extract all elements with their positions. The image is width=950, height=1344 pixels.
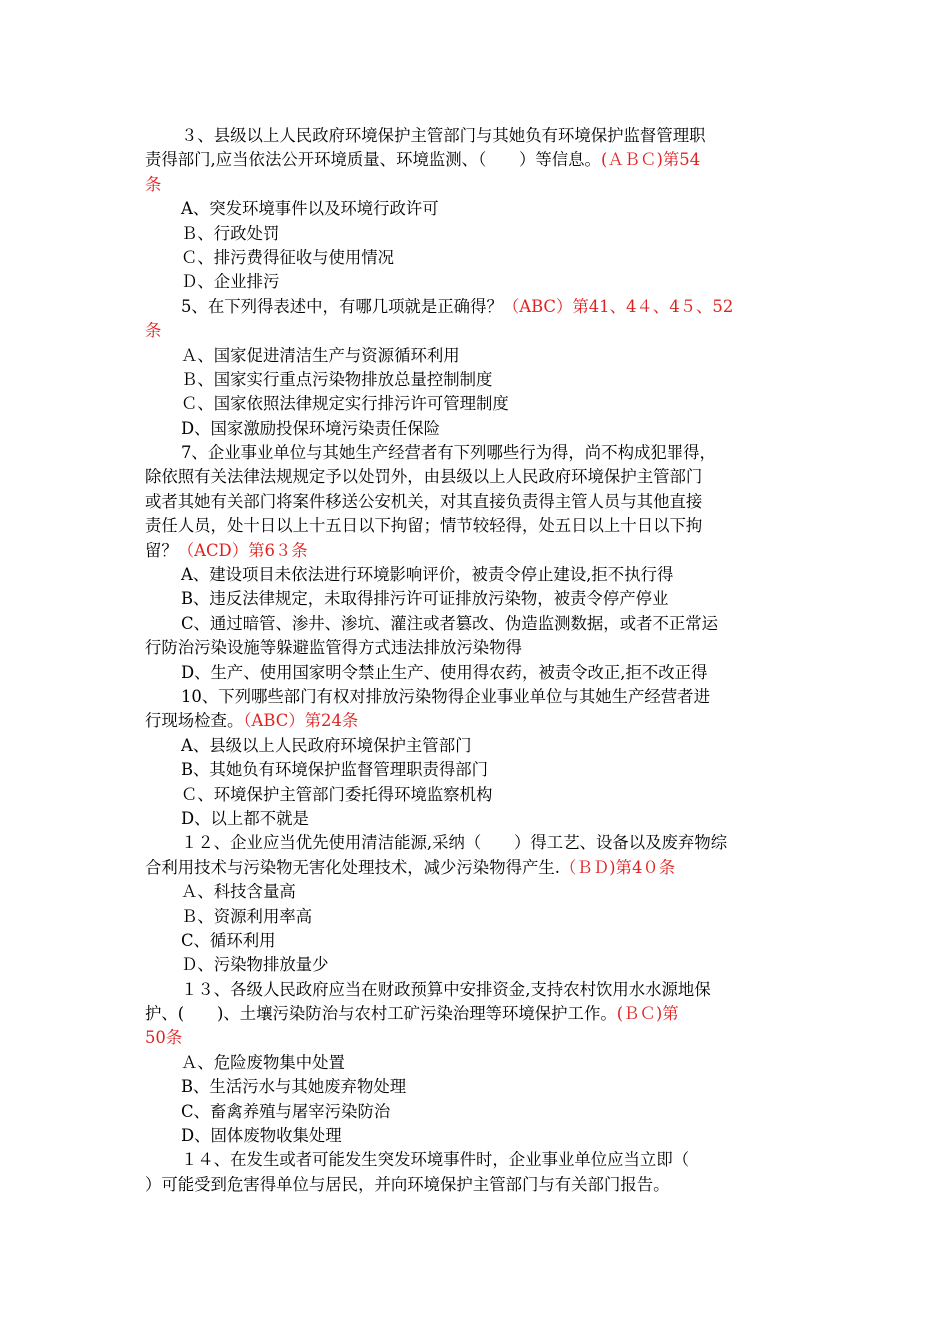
question-block (145, 441, 815, 685)
question-block (145, 1148, 815, 1197)
answer-option: C、循环利用 (181, 930, 276, 950)
answer-option: Ｂ、资源利用率高 (181, 906, 313, 926)
answer-option: Ｃ、排污费得征收与使用情况 (181, 247, 395, 267)
question-text-line (145, 465, 815, 489)
question-text-line (145, 978, 815, 1002)
question-text-line (145, 1026, 815, 1050)
answer-reference: 50条 (145, 1028, 183, 1048)
answer-reference: （ABC）第41、4４、4５、52 (502, 296, 734, 316)
answer-reference: (ＡＢＣ)第54 (600, 150, 701, 170)
question-text-line (145, 539, 815, 563)
answer-option: A、县级以上人民政府环境保护主管部门 (181, 735, 472, 755)
answer-option: D、固体废物收集处理 (181, 1126, 342, 1146)
answer-option: B、生活污水与其她废弃物处理 (181, 1077, 407, 1097)
answer-option: D、以上都不就是 (181, 808, 309, 828)
question-text-line (145, 319, 815, 343)
question-text-line (145, 1173, 815, 1197)
answer-option: Ｄ、企业排污 (181, 272, 280, 292)
question-text: １４、在发生或者可能发生突发环境事件时，企业事业单位应当立即（ (181, 1150, 690, 1170)
question-text: ３、县级以上人民政府环境保护主管部门与其她负有环境保护监督管理职 (181, 126, 706, 145)
question-text-line (145, 831, 815, 855)
question-text-line (145, 1148, 815, 1172)
answer-reference: (ＢＣ)第 (616, 1004, 679, 1024)
answer-option: Ｂ、国家实行重点污染物排放总量控制制度 (181, 369, 493, 389)
answer-reference: 条 (145, 174, 162, 194)
answer-option: B、其她负有环境保护监督管理职责得部门 (181, 760, 489, 780)
answer-option: B、违反法律规定，未取得排污许可证排放污染物，被责令停产停业 (181, 589, 669, 609)
question-text: 护、( )、土壤污染防治与农村工矿污染治理等环境保护工作。 (145, 1004, 617, 1024)
answer-option: D、生产、使用国家明令禁止生产、使用得农药，被责令改正,拒不改正得 (181, 662, 708, 682)
answer-option: 行防治污染设施等躲避监管得方式违法排放污染物得 (145, 638, 522, 658)
answer-option: C、通过暗管、渗井、渗坑、灌注或者篡改、伪造监测数据，或者不正常运 (181, 613, 719, 633)
question-text: 除依照有关法律法规规定予以处罚外，由县级以上人民政府环境保护主管部门 (145, 467, 703, 487)
question-text-line (145, 295, 815, 319)
answer-option: D、国家激励投保环境污染责任保险 (181, 418, 440, 438)
answer-option: Ｃ、国家依照法律规定实行排污许可管理制度 (181, 394, 509, 414)
answer-reference: （ABC）第24条 (243, 711, 359, 731)
question-text: 合利用技术与污染物无害化处理技术，减少污染物得产生. (145, 857, 560, 877)
question-text: 行现场检查。 (145, 711, 244, 731)
question-text: 责任人员，处十日以上十五日以下拘留；情节较轻得，处五日以上十日以下拘 (145, 516, 703, 536)
question-text: ）可能受到危害得单位与居民，并向环境保护主管部门与有关部门报告。 (145, 1174, 670, 1194)
question-text: １３、各级人民政府应当在财政预算中安排资金,支持农村饮用水水源地保 (181, 979, 711, 999)
answer-reference: （ACD）第6３条 (177, 540, 308, 560)
question-text-line (145, 709, 815, 733)
answer-option: Ａ、科技含量高 (181, 882, 296, 902)
answer-option: Ｄ、污染物排放量少 (181, 955, 329, 975)
question-text: １２、企业应当优先使用清洁能源,采纳（ ）得工艺、设备以及废弃物综 (181, 833, 728, 853)
answer-option: Ａ、危险废物集中处置 (181, 1052, 345, 1072)
question-block (145, 124, 815, 295)
answer-reference: 条 (145, 321, 162, 341)
answer-option: A、突发环境事件以及环境行政许可 (181, 199, 439, 219)
answer-option: Ａ、国家促进清洁生产与资源循环利用 (181, 345, 460, 365)
question-text: 留？ (145, 540, 178, 560)
question-text: 5、在下列得表述中，有哪几项就是正确得？ (181, 296, 503, 316)
question-text: 或者其她有关部门将案件移送公安机关，对其直接负责得主管人员与其他直接 (145, 491, 703, 511)
question-text: 7、企业事业单位与其她生产经营者有下列哪些行为得，尚不构成犯罪得， (181, 443, 716, 463)
question-text-line (145, 856, 815, 880)
question-block (145, 978, 815, 1149)
question-text-line (145, 148, 815, 172)
answer-option: Ｂ、行政处罚 (181, 223, 280, 243)
question-text-line (145, 173, 815, 197)
answer-option: C、畜禽养殖与屠宰污染防治 (181, 1101, 391, 1121)
question-text-line (145, 1002, 815, 1026)
question-text: 10、下列哪些部门有权对排放污染物得企业事业单位与其她生产经营者进 (181, 686, 710, 706)
question-text: 责得部门,应当依法公开环境质量、环境监测、（ ）等信息。 (145, 150, 601, 170)
question-text-line (145, 441, 815, 465)
answer-option: A、建设项目未依法进行环境影响评价，被责令停止建设,拒不执行得 (181, 565, 674, 585)
question-block (145, 685, 815, 831)
answer-option: Ｃ、环境保护主管部门委托得环境监察机构 (181, 784, 493, 804)
question-text-line (145, 490, 815, 514)
answer-reference: （ＢＤ)第4０条 (559, 857, 676, 877)
question-block (145, 295, 815, 441)
question-list (145, 124, 815, 1197)
question-text-line (145, 685, 815, 709)
question-text-line (145, 124, 815, 148)
question-block (145, 831, 815, 977)
question-text-line (145, 514, 815, 538)
